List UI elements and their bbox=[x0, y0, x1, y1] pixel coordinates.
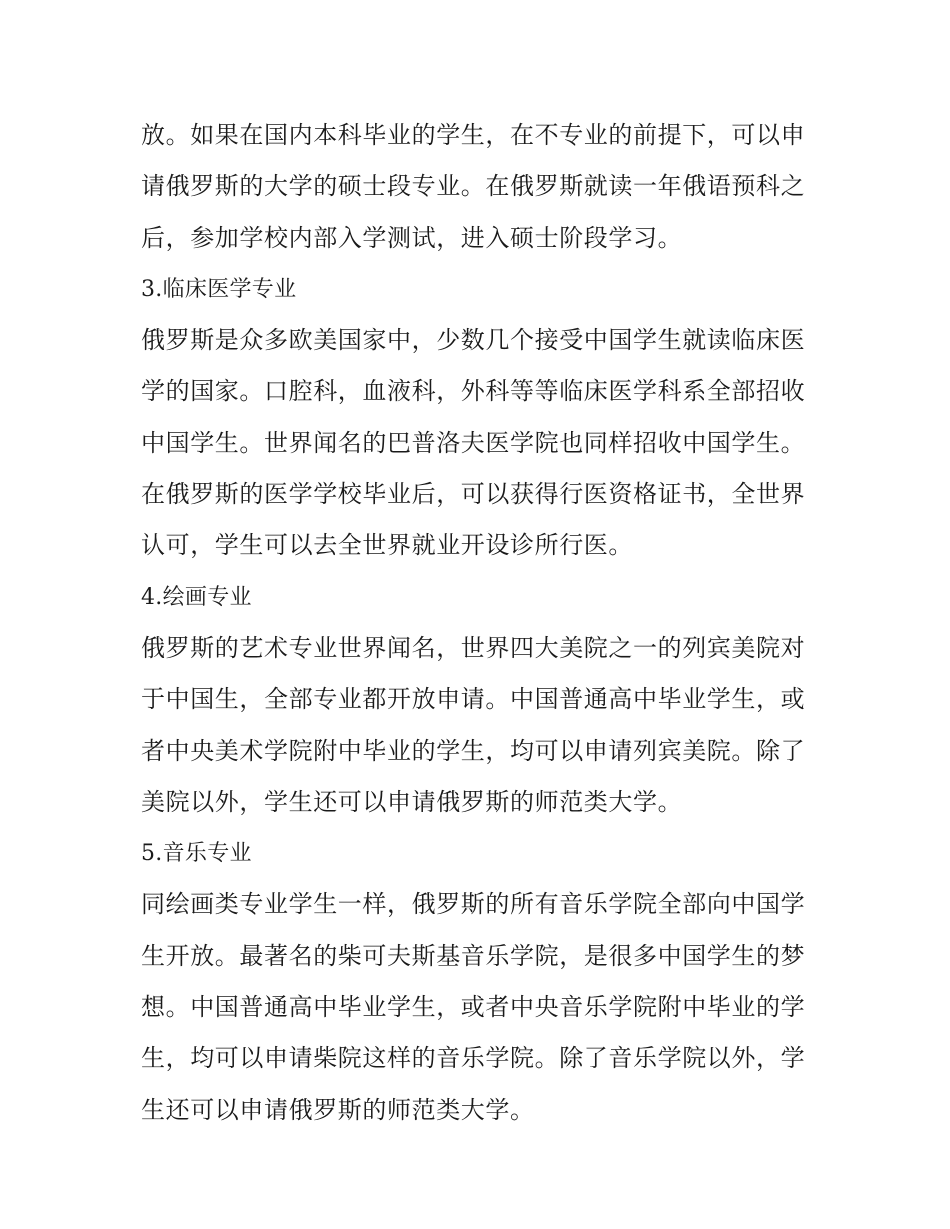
paragraph-line: 放。如果在国内本科毕业的学生，在不专业的前提下，可以申 bbox=[141, 121, 806, 149]
section-heading-painting: 4.绘画专业 bbox=[141, 584, 252, 610]
paragraph-line: 生，均可以申请柴院这样的音乐学院。除了音乐学院以外，学 bbox=[141, 1044, 806, 1073]
paragraph-line: 于中国生，全部专业都开放申请。中国普通高中毕业学生，或 bbox=[141, 685, 806, 714]
paragraph-line: 认可，学生可以去全世界就业开设诊所行医。 bbox=[141, 531, 633, 560]
paragraph-line: 美院以外，学生还可以申请俄罗斯的师范类大学。 bbox=[141, 787, 683, 816]
paragraph-line: 请俄罗斯的大学的硕士段专业。在俄罗斯就读一年俄语预科之 bbox=[141, 172, 806, 201]
paragraph-line: 生开放。最著名的柴可夫斯基音乐学院，是很多中国学生的梦 bbox=[141, 941, 806, 970]
paragraph-line: 同绘画类专业学生一样，俄罗斯的所有音乐学院全部向中国学 bbox=[141, 890, 806, 919]
paragraph-line: 中国学生。世界闻名的巴普洛夫医学院也同样招收中国学生。 bbox=[141, 428, 806, 457]
paragraph-line: 学的国家。口腔科，血液科，外科等等临床医学科系全部招收 bbox=[141, 377, 806, 406]
paragraph-line: 俄罗斯是众多欧美国家中，少数几个接受中国学生就读临床医 bbox=[141, 326, 806, 355]
paragraph-line: 后，参加学校内部入学测试，进入硕士阶段学习。 bbox=[141, 223, 683, 252]
section-heading-music: 5.音乐专业 bbox=[141, 841, 252, 867]
paragraph-line: 生还可以申请俄罗斯的师范类大学。 bbox=[141, 1095, 535, 1124]
paragraph-line: 在俄罗斯的医学学校毕业后，可以获得行医资格证书，全世界 bbox=[141, 480, 806, 509]
paragraph-line: 想。中国普通高中毕业学生，或者中央音乐学院附中毕业的学 bbox=[141, 993, 806, 1022]
section-heading-clinical-medicine: 3.临床医学专业 bbox=[141, 276, 297, 302]
paragraph-line: 俄罗斯的艺术专业世界闻名，世界四大美院之一的列宾美院对 bbox=[141, 633, 806, 662]
document-page bbox=[141, 110, 816, 1136]
paragraph-line: 者中央美术学院附中毕业的学生，均可以申请列宾美院。除了 bbox=[141, 736, 806, 765]
